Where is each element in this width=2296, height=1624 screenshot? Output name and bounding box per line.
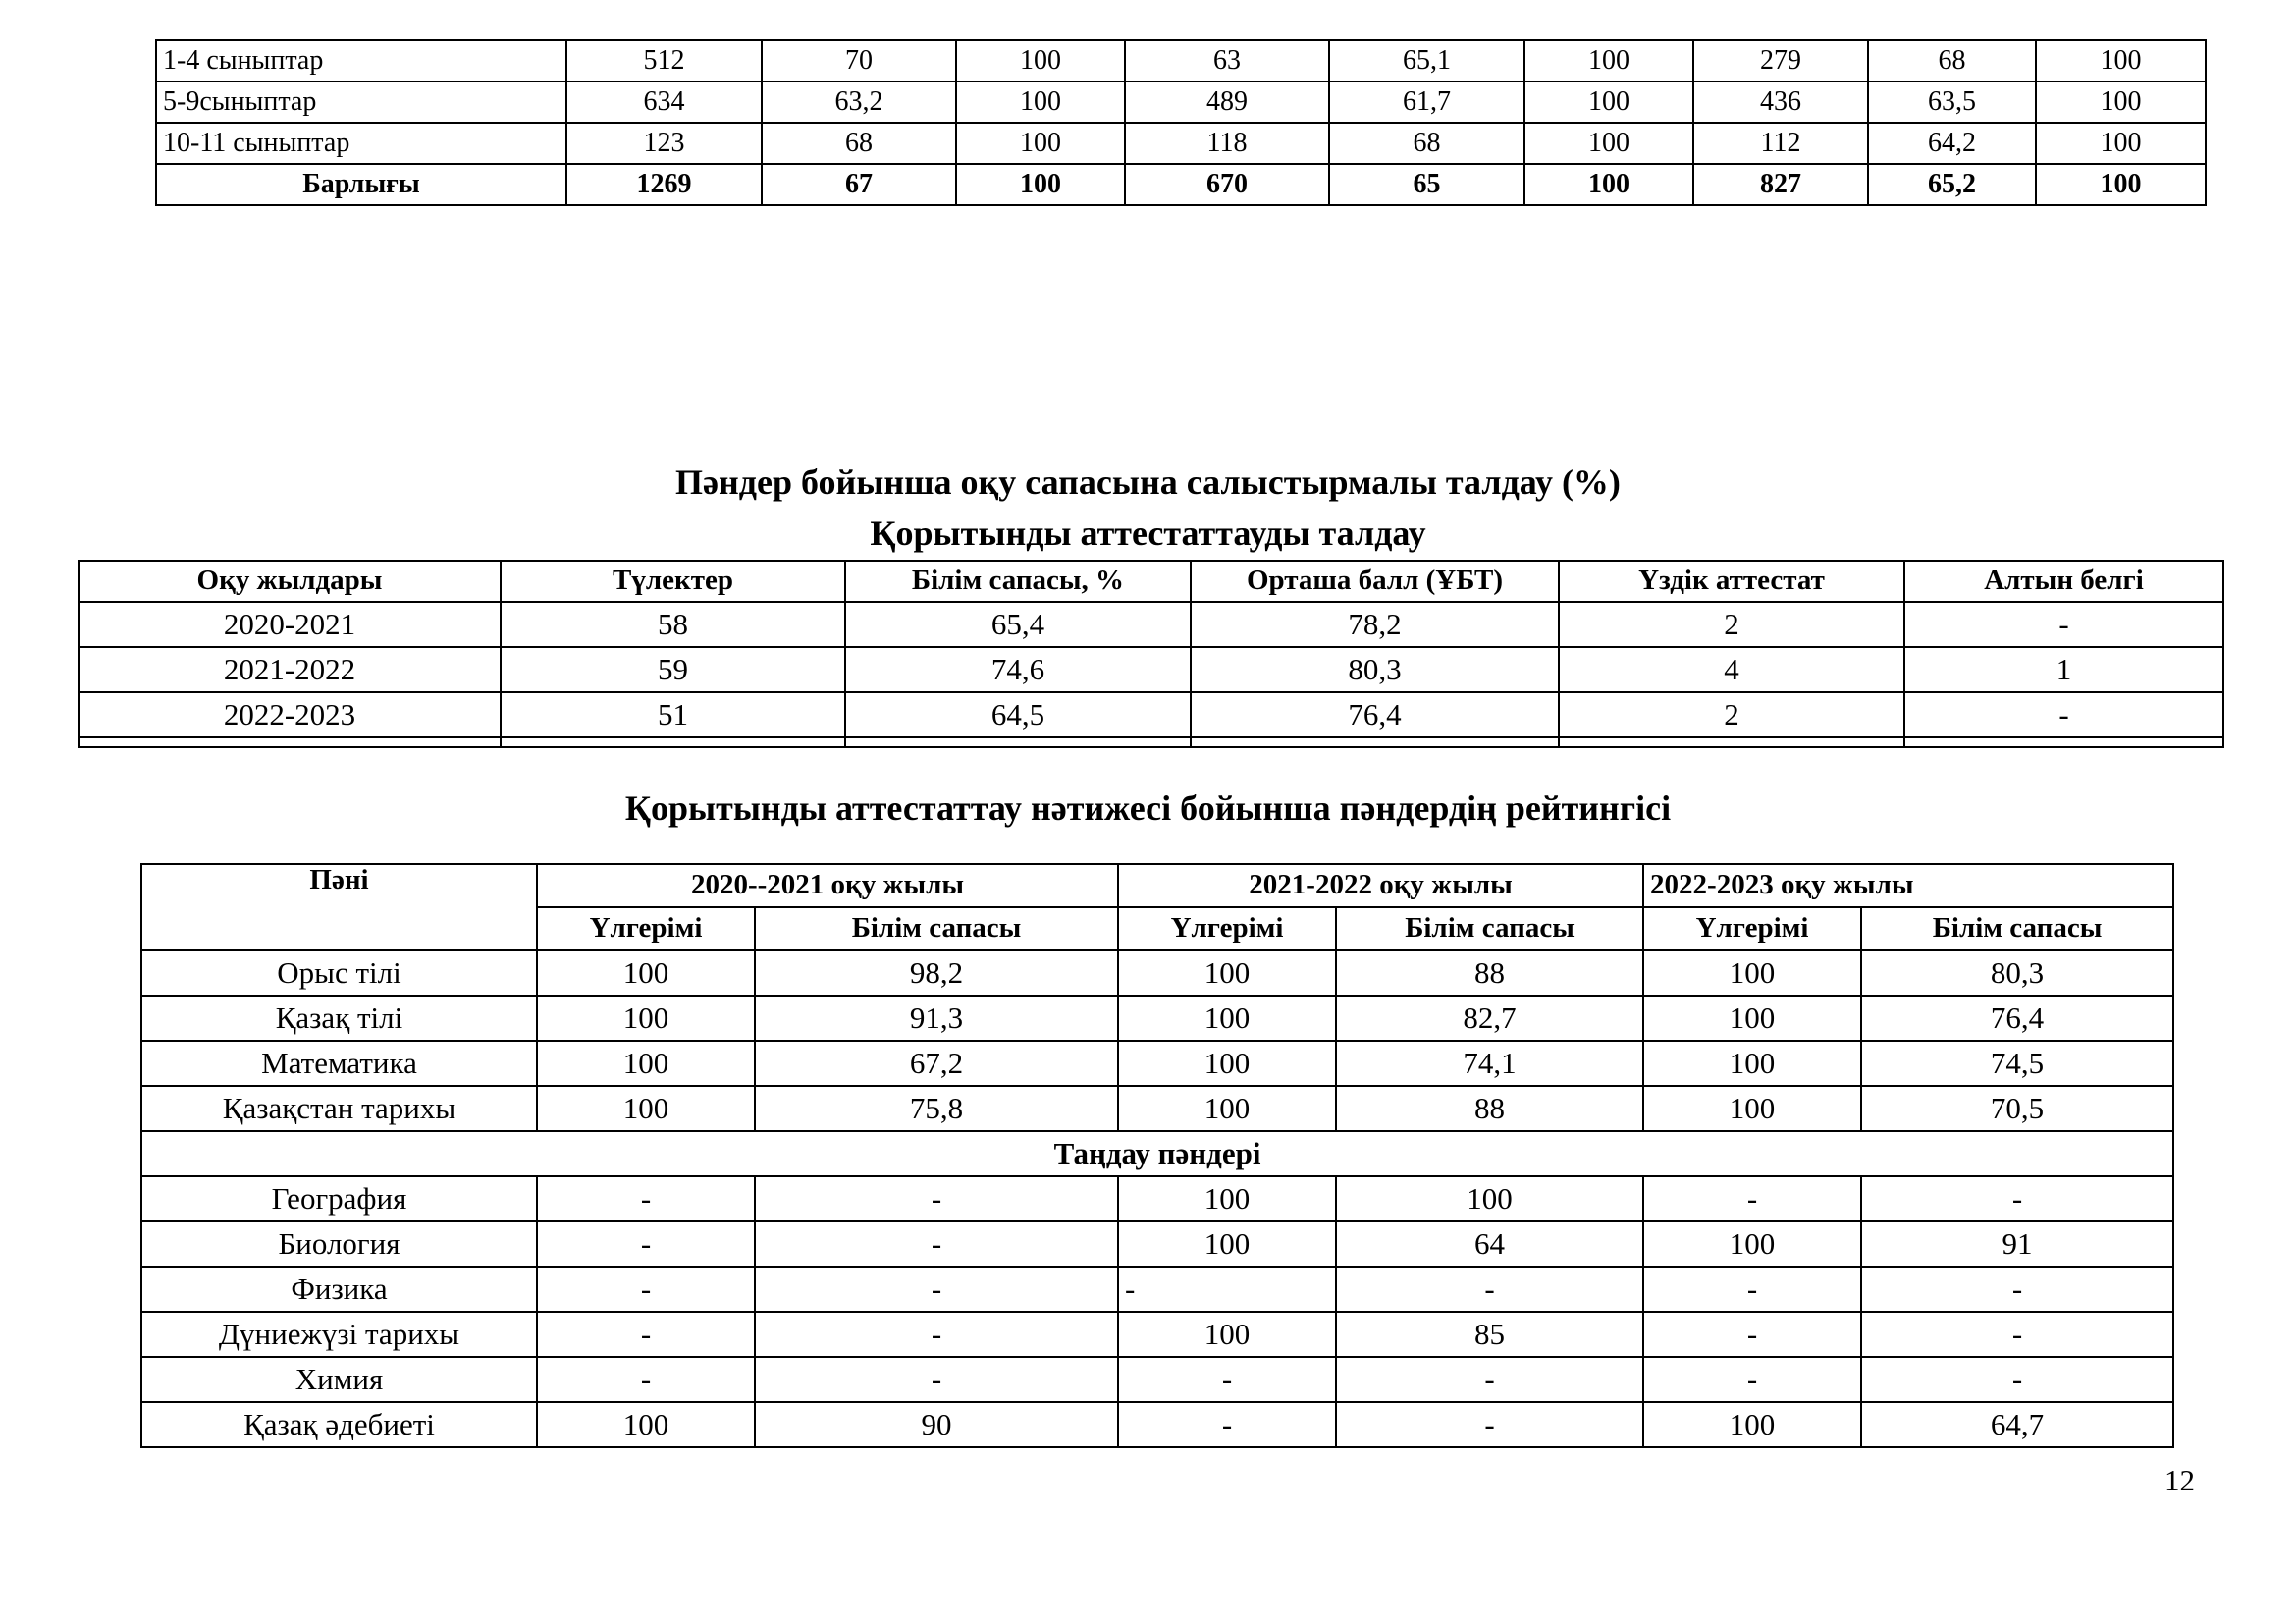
table-cell: 74,6 xyxy=(845,647,1191,692)
metric-header: Білім сапасы xyxy=(755,907,1118,950)
section-heading: Қорытынды аттестаттау нәтижесі бойынша пәндердің рейтингісі xyxy=(624,788,1672,828)
row-label-cell: Қазақ әдебиеті xyxy=(141,1402,537,1447)
table-cell: 100 xyxy=(537,1041,755,1086)
row-label-cell: 1-4 сыныптар xyxy=(156,40,566,81)
table-cell: - xyxy=(537,1357,755,1402)
elective-subjects-body xyxy=(141,1176,2173,1447)
table-cell: 100 xyxy=(1336,1176,1643,1221)
row-label-cell: Физика xyxy=(141,1267,537,1312)
table-cell: 64 xyxy=(1336,1221,1643,1267)
table-cell: 78,2 xyxy=(1191,602,1559,647)
table-cell: 64,7 xyxy=(1861,1402,2173,1447)
column-header: Білім сапасы, % xyxy=(845,561,1191,602)
table-cell: - xyxy=(537,1221,755,1267)
table-cell: 75,8 xyxy=(755,1086,1118,1131)
table-cell: 64,5 xyxy=(845,692,1191,737)
row-label-cell: Қазақстан тарихы xyxy=(141,1086,537,1131)
attestation-body xyxy=(79,602,2223,737)
table-cell: 98,2 xyxy=(755,950,1118,996)
class-results-body xyxy=(156,40,2206,164)
table-row xyxy=(141,1312,2173,1357)
table-cell: - xyxy=(755,1267,1118,1312)
row-label-cell: 10-11 сыныптар xyxy=(156,123,566,164)
table-cell: 2 xyxy=(1559,692,1904,737)
total-cell: 100 xyxy=(956,164,1125,205)
table-cell: 489 xyxy=(1125,81,1329,123)
table-cell: - xyxy=(1118,1402,1336,1447)
table-cell: 80,3 xyxy=(1861,950,2173,996)
table-cell: - xyxy=(755,1176,1118,1221)
empty-cell xyxy=(1191,737,1559,747)
table-row xyxy=(79,692,2223,737)
table-cell: 100 xyxy=(2036,123,2206,164)
table-cell: - xyxy=(1336,1402,1643,1447)
table-cell: 88 xyxy=(1336,950,1643,996)
row-label-cell: Химия xyxy=(141,1357,537,1402)
row-label-cell: Биология xyxy=(141,1221,537,1267)
table-cell: - xyxy=(1336,1357,1643,1402)
row-label-cell: 5-9сыныптар xyxy=(156,81,566,123)
table-cell: 63 xyxy=(1125,40,1329,81)
attestation-table xyxy=(78,560,2224,748)
empty-cell xyxy=(1904,737,2223,747)
table-cell: 67,2 xyxy=(755,1041,1118,1086)
table-row xyxy=(141,1086,2173,1131)
row-label-cell: 2021-2022 xyxy=(79,647,501,692)
total-cell: 100 xyxy=(1524,164,1693,205)
table-cell: 63,2 xyxy=(762,81,956,123)
table-cell: - xyxy=(755,1312,1118,1357)
table-cell: - xyxy=(1904,602,2223,647)
table-row xyxy=(141,996,2173,1041)
table-cell: 512 xyxy=(566,40,762,81)
row-label-cell: Қазақ тілі xyxy=(141,996,537,1041)
empty-cell xyxy=(501,737,845,747)
table-cell: 85 xyxy=(1336,1312,1643,1357)
table-cell: 88 xyxy=(1336,1086,1643,1131)
year-header: 2020--2021 оқу жылы xyxy=(537,864,1118,907)
table-cell: 100 xyxy=(956,81,1125,123)
table-cell: 100 xyxy=(1524,81,1693,123)
table-row xyxy=(141,1402,2173,1447)
table-cell: 74,5 xyxy=(1861,1041,2173,1086)
section-heading: Пәндер бойынша оқу сапасына салыстырмалы талдау (%) xyxy=(675,462,1621,502)
table-cell: - xyxy=(1643,1176,1861,1221)
table-cell: - xyxy=(1118,1267,1336,1312)
row-label-cell: 2022-2023 xyxy=(79,692,501,737)
table-cell: 2 xyxy=(1559,602,1904,647)
column-header: Орташа балл (ҰБТ) xyxy=(1191,561,1559,602)
total-label: Барлығы xyxy=(156,164,566,205)
table-cell: 100 xyxy=(537,950,755,996)
table-cell: 59 xyxy=(501,647,845,692)
total-cell: 65,2 xyxy=(1868,164,2036,205)
table-cell: - xyxy=(537,1312,755,1357)
table-cell: - xyxy=(1861,1312,2173,1357)
table-cell: 100 xyxy=(2036,81,2206,123)
table-cell: 91,3 xyxy=(755,996,1118,1041)
total-cell: 100 xyxy=(2036,164,2206,205)
total-row xyxy=(156,164,2206,205)
metric-header: Білім сапасы xyxy=(1336,907,1643,950)
table-cell: 100 xyxy=(2036,40,2206,81)
table-cell: 65,4 xyxy=(845,602,1191,647)
table-cell: 100 xyxy=(956,123,1125,164)
table-cell: - xyxy=(1118,1357,1336,1402)
metric-header: Үлгерімі xyxy=(1118,907,1336,950)
table-cell: - xyxy=(755,1357,1118,1402)
table-cell: 436 xyxy=(1693,81,1868,123)
total-cell: 1269 xyxy=(566,164,762,205)
subject-header: Пәні xyxy=(141,864,537,950)
table-cell: 123 xyxy=(566,123,762,164)
table-cell: 100 xyxy=(1118,1221,1336,1267)
table-cell: 74,1 xyxy=(1336,1041,1643,1086)
table-cell: 70,5 xyxy=(1861,1086,2173,1131)
table-cell: - xyxy=(537,1267,755,1312)
table-cell: 68 xyxy=(1868,40,2036,81)
table-row xyxy=(141,1041,2173,1086)
table-row xyxy=(141,1221,2173,1267)
column-header: Оқу жылдары xyxy=(79,561,501,602)
table-row xyxy=(141,950,2173,996)
table-cell: 118 xyxy=(1125,123,1329,164)
elective-label-row xyxy=(141,1131,2173,1176)
year-header-row xyxy=(141,864,2173,907)
table-cell: 100 xyxy=(1118,1086,1336,1131)
table-row xyxy=(141,1267,2173,1312)
table-cell: 65,1 xyxy=(1329,40,1524,81)
table-cell: 100 xyxy=(1118,1176,1336,1221)
total-cell: 827 xyxy=(1693,164,1868,205)
table-cell: 100 xyxy=(1118,996,1336,1041)
table-cell: - xyxy=(1336,1267,1643,1312)
table-cell: 80,3 xyxy=(1191,647,1559,692)
column-header: Алтын белгі xyxy=(1904,561,2223,602)
row-label-cell: 2020-2021 xyxy=(79,602,501,647)
row-label-cell: Математика xyxy=(141,1041,537,1086)
column-header: Түлектер xyxy=(501,561,845,602)
attestation-header-row xyxy=(79,561,2223,602)
table-cell: 634 xyxy=(566,81,762,123)
row-label-cell: Дүниежүзі тарихы xyxy=(141,1312,537,1357)
table-cell: - xyxy=(1643,1267,1861,1312)
empty-row xyxy=(79,737,2223,747)
table-cell: - xyxy=(1861,1357,2173,1402)
table-cell: 100 xyxy=(1118,950,1336,996)
page-number: 12 xyxy=(2164,1463,2195,1497)
table-cell: 61,7 xyxy=(1329,81,1524,123)
table-cell: 100 xyxy=(1643,1041,1861,1086)
metric-header: Білім сапасы xyxy=(1861,907,2173,950)
table-cell: 112 xyxy=(1693,123,1868,164)
row-label-cell: Орыс тілі xyxy=(141,950,537,996)
table-cell: - xyxy=(1861,1176,2173,1221)
column-header: Үздік аттестат xyxy=(1559,561,1904,602)
table-cell: 100 xyxy=(537,1402,755,1447)
table-cell: 100 xyxy=(1524,40,1693,81)
empty-cell xyxy=(79,737,501,747)
row-label-cell: География xyxy=(141,1176,537,1221)
section-subheading: Қорытынды аттестаттауды талдау xyxy=(870,514,1426,553)
table-cell: 91 xyxy=(1861,1221,2173,1267)
table-cell: 68 xyxy=(762,123,956,164)
table-cell: 51 xyxy=(501,692,845,737)
table-cell: 100 xyxy=(537,996,755,1041)
table-cell: 82,7 xyxy=(1336,996,1643,1041)
table-cell: 100 xyxy=(1643,1086,1861,1131)
table-cell: - xyxy=(1904,692,2223,737)
class-results-table xyxy=(155,39,2207,206)
table-row xyxy=(79,602,2223,647)
total-cell: 67 xyxy=(762,164,956,205)
table-cell: 100 xyxy=(1643,1221,1861,1267)
table-cell: - xyxy=(537,1176,755,1221)
table-row xyxy=(156,40,2206,81)
total-cell: 670 xyxy=(1125,164,1329,205)
table-cell: 100 xyxy=(1643,950,1861,996)
year-header: 2022-2023 оқу жылы xyxy=(1643,864,2173,907)
table-cell: 68 xyxy=(1329,123,1524,164)
table-cell: 70 xyxy=(762,40,956,81)
table-cell: 63,5 xyxy=(1868,81,2036,123)
metric-header: Үлгерімі xyxy=(1643,907,1861,950)
table-row xyxy=(156,81,2206,123)
table-cell: 100 xyxy=(1118,1312,1336,1357)
table-cell: 64,2 xyxy=(1868,123,2036,164)
table-cell: 100 xyxy=(1524,123,1693,164)
subject-rating-table xyxy=(140,863,2174,1448)
total-cell: 65 xyxy=(1329,164,1524,205)
table-row xyxy=(141,1176,2173,1221)
empty-cell xyxy=(1559,737,1904,747)
table-cell: 58 xyxy=(501,602,845,647)
table-cell: 76,4 xyxy=(1861,996,2173,1041)
year-header: 2021-2022 оқу жылы xyxy=(1118,864,1643,907)
table-cell: 1 xyxy=(1904,647,2223,692)
table-cell: - xyxy=(755,1221,1118,1267)
table-cell: 279 xyxy=(1693,40,1868,81)
table-cell: 100 xyxy=(1118,1041,1336,1086)
table-cell: 100 xyxy=(1643,1402,1861,1447)
table-cell: 4 xyxy=(1559,647,1904,692)
core-subjects-body xyxy=(141,950,2173,1131)
table-cell: 90 xyxy=(755,1402,1118,1447)
table-row xyxy=(141,1357,2173,1402)
table-cell: 100 xyxy=(537,1086,755,1131)
table-cell: - xyxy=(1643,1357,1861,1402)
metric-header: Үлгерімі xyxy=(537,907,755,950)
elective-label: Таңдау пәндері xyxy=(141,1131,2173,1176)
table-row xyxy=(79,647,2223,692)
table-cell: - xyxy=(1861,1267,2173,1312)
empty-cell xyxy=(845,737,1191,747)
table-cell: 100 xyxy=(1643,996,1861,1041)
table-cell: - xyxy=(1643,1312,1861,1357)
table-cell: 100 xyxy=(956,40,1125,81)
table-cell: 76,4 xyxy=(1191,692,1559,737)
table-row xyxy=(156,123,2206,164)
